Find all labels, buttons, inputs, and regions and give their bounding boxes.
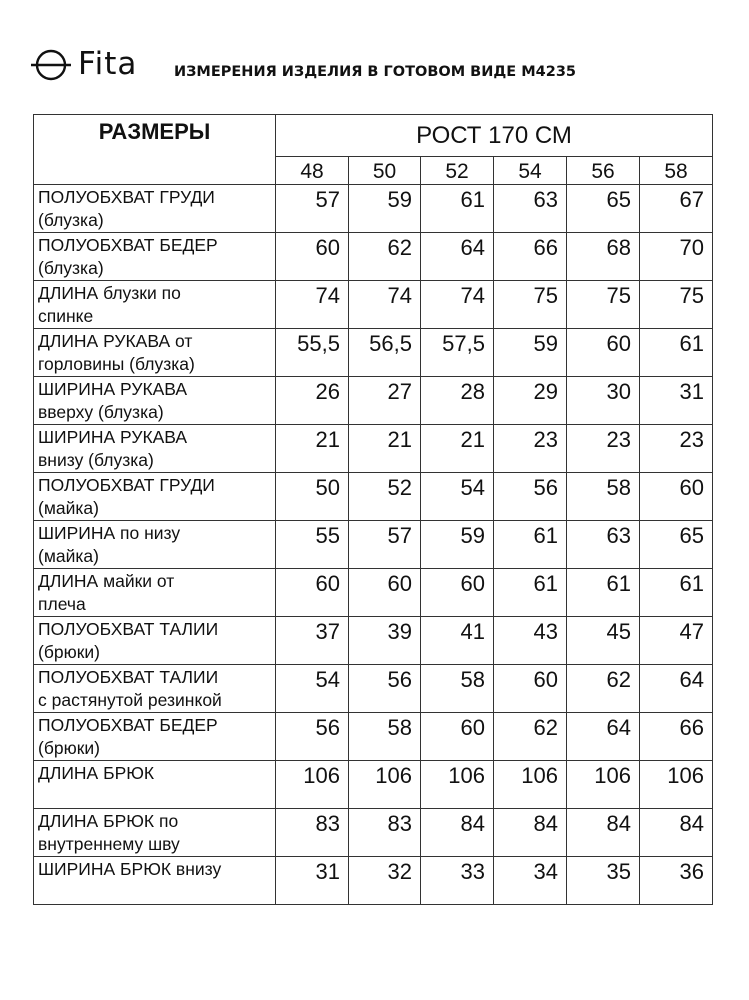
measurement-value: 60	[421, 713, 494, 761]
measurement-value: 47	[640, 617, 713, 665]
measurement-value: 61	[567, 569, 640, 617]
measurement-value: 34	[494, 857, 567, 905]
measurement-label	[34, 425, 276, 473]
measurement-value: 58	[421, 665, 494, 713]
measurement-value: 21	[276, 425, 349, 473]
measurement-label	[34, 377, 276, 425]
sizes-header: РАЗМЕРЫ	[34, 115, 276, 185]
measurement-value: 60	[421, 569, 494, 617]
measurement-value: 106	[421, 761, 494, 809]
measurement-label	[34, 809, 276, 857]
measurement-label-line: с растянутой резинкой	[38, 690, 222, 710]
size-header-cell: 48	[276, 157, 349, 185]
measurement-value: 59	[421, 521, 494, 569]
measurement-value: 61	[494, 521, 567, 569]
measurement-value: 57,5	[421, 329, 494, 377]
measurement-value: 41	[421, 617, 494, 665]
table-row	[34, 809, 713, 857]
measurement-value: 75	[494, 281, 567, 329]
measurement-value: 84	[567, 809, 640, 857]
measurement-value: 60	[276, 569, 349, 617]
measurement-value: 64	[421, 233, 494, 281]
measurement-value: 106	[349, 761, 421, 809]
measurement-value: 55	[276, 521, 349, 569]
measurement-value: 106	[494, 761, 567, 809]
measurement-value: 60	[349, 569, 421, 617]
measurement-value: 66	[640, 713, 713, 761]
size-header-cell: 54	[494, 157, 567, 185]
measurement-value: 23	[494, 425, 567, 473]
measurement-value: 56,5	[349, 329, 421, 377]
brand-name: Fita	[78, 45, 138, 82]
measurement-value: 39	[349, 617, 421, 665]
measurement-label	[34, 569, 276, 617]
table-row	[34, 185, 713, 233]
measurement-value: 35	[567, 857, 640, 905]
height-header: РОСТ 170 СМ	[276, 115, 713, 157]
measurement-label-line: ШИРИНА РУКАВА	[38, 379, 188, 399]
measurement-label-line: (майка)	[38, 546, 99, 566]
measurement-label-line: ПОЛУОБХВАТ БЕДЕР	[38, 235, 218, 255]
size-header-cell: 52	[421, 157, 494, 185]
measurement-value: 23	[640, 425, 713, 473]
measurement-value: 64	[640, 665, 713, 713]
measurement-value: 58	[349, 713, 421, 761]
measurement-value: 56	[349, 665, 421, 713]
measurement-value: 60	[640, 473, 713, 521]
measurement-value: 30	[567, 377, 640, 425]
measurement-label	[34, 329, 276, 377]
measurement-value: 57	[276, 185, 349, 233]
table-row	[34, 713, 713, 761]
measurement-label-line: спинке	[38, 306, 94, 326]
measurement-label-line: ПОЛУОБХВАТ БЕДЕР	[38, 715, 218, 735]
measurement-value: 68	[567, 233, 640, 281]
table-row	[34, 857, 713, 905]
measurement-value: 56	[276, 713, 349, 761]
measurement-label-line: (блузка)	[38, 210, 104, 230]
table-row	[34, 521, 713, 569]
measurement-value: 36	[640, 857, 713, 905]
size-header-cell: 58	[640, 157, 713, 185]
measurement-label	[34, 857, 276, 905]
measurement-value: 106	[567, 761, 640, 809]
measurement-value: 50	[276, 473, 349, 521]
measurement-label	[34, 713, 276, 761]
measurement-value: 52	[349, 473, 421, 521]
measurement-value: 61	[640, 569, 713, 617]
measurement-label-line: ШИРИНА БРЮК внизу	[38, 859, 222, 879]
measurement-value: 74	[421, 281, 494, 329]
table-row	[34, 377, 713, 425]
measurement-value: 61	[494, 569, 567, 617]
measurement-value: 60	[567, 329, 640, 377]
measurement-value: 23	[567, 425, 640, 473]
table-row	[34, 281, 713, 329]
measurement-label-line: ДЛИНА блузки по	[38, 283, 181, 303]
measurement-value: 56	[494, 473, 567, 521]
measurement-value: 37	[276, 617, 349, 665]
measurement-value: 31	[276, 857, 349, 905]
measurement-value: 29	[494, 377, 567, 425]
measurement-label-line: горловины (блузка)	[38, 354, 195, 374]
measurement-value: 84	[494, 809, 567, 857]
measurement-label-line: (майка)	[38, 498, 99, 518]
measurement-label-line: ШИРИНА РУКАВА	[38, 427, 188, 447]
measurement-value: 106	[276, 761, 349, 809]
measurement-value: 55,5	[276, 329, 349, 377]
measurement-label-line: внизу (блузка)	[38, 450, 154, 470]
size-header-cell: 50	[349, 157, 421, 185]
table-row	[34, 569, 713, 617]
measurement-value: 32	[349, 857, 421, 905]
table-row	[34, 665, 713, 713]
measurement-value: 62	[494, 713, 567, 761]
measurement-label-line: ПОЛУОБХВАТ ГРУДИ	[38, 187, 215, 207]
measurement-value: 75	[567, 281, 640, 329]
measurement-value: 83	[276, 809, 349, 857]
fita-logo-icon	[30, 44, 72, 84]
measurement-label-line: ДЛИНА майки от	[38, 571, 175, 591]
measurement-value: 67	[640, 185, 713, 233]
table-row	[34, 233, 713, 281]
measurement-value: 61	[640, 329, 713, 377]
measurement-value: 74	[276, 281, 349, 329]
measurement-value: 43	[494, 617, 567, 665]
measurement-value: 33	[421, 857, 494, 905]
measurement-value: 21	[349, 425, 421, 473]
table-body	[34, 185, 713, 905]
size-table	[33, 114, 713, 905]
measurement-label	[34, 761, 276, 809]
measurement-label-line: вверху (блузка)	[38, 402, 164, 422]
measurement-label-line: (брюки)	[38, 738, 100, 758]
measurement-label-line: (блузка)	[38, 258, 104, 278]
measurement-label	[34, 233, 276, 281]
measurement-value: 27	[349, 377, 421, 425]
measurement-label	[34, 665, 276, 713]
table-row	[34, 425, 713, 473]
table-row	[34, 473, 713, 521]
measurement-value: 60	[276, 233, 349, 281]
measurement-label-line: ШИРИНА по низу	[38, 523, 181, 543]
table-row	[34, 617, 713, 665]
measurement-label-line: ПОЛУОБХВАТ ТАЛИИ	[38, 667, 219, 687]
measurement-value: 31	[640, 377, 713, 425]
measurement-value: 45	[567, 617, 640, 665]
measurement-label-line: ПОЛУОБХВАТ ГРУДИ	[38, 475, 215, 495]
measurement-value: 64	[567, 713, 640, 761]
measurement-label-line: ДЛИНА РУКАВА от	[38, 331, 193, 351]
measurement-label	[34, 521, 276, 569]
measurement-label	[34, 185, 276, 233]
measurement-value: 106	[640, 761, 713, 809]
measurement-label-line: ДЛИНА БРЮК по	[38, 811, 179, 831]
measurement-label-line: ДЛИНА БРЮК	[38, 763, 155, 783]
measurement-value: 84	[640, 809, 713, 857]
measurement-value: 54	[421, 473, 494, 521]
measurement-value: 63	[567, 521, 640, 569]
measurement-label-line: плеча	[38, 594, 86, 614]
measurement-label-line: (брюки)	[38, 642, 100, 662]
measurement-value: 28	[421, 377, 494, 425]
measurement-value: 70	[640, 233, 713, 281]
measurement-value: 65	[567, 185, 640, 233]
size-header-cell: 56	[567, 157, 640, 185]
brand-logo	[30, 42, 137, 86]
table-row	[34, 761, 713, 809]
measurement-label	[34, 617, 276, 665]
measurement-label	[34, 281, 276, 329]
measurement-value: 75	[640, 281, 713, 329]
measurement-label-line: внутреннему шву	[38, 834, 180, 854]
measurement-label	[34, 473, 276, 521]
measurement-value: 58	[567, 473, 640, 521]
measurement-value: 59	[349, 185, 421, 233]
measurement-value: 66	[494, 233, 567, 281]
measurement-value: 60	[494, 665, 567, 713]
measurement-value: 21	[421, 425, 494, 473]
measurement-value: 57	[349, 521, 421, 569]
measurement-value: 61	[421, 185, 494, 233]
measurement-value: 84	[421, 809, 494, 857]
measurement-value: 83	[349, 809, 421, 857]
measurement-value: 65	[640, 521, 713, 569]
measurement-value: 54	[276, 665, 349, 713]
measurement-value: 74	[349, 281, 421, 329]
measurement-value: 59	[494, 329, 567, 377]
table-row	[34, 329, 713, 377]
measurement-value: 26	[276, 377, 349, 425]
measurement-label-line: ПОЛУОБХВАТ ТАЛИИ	[38, 619, 219, 639]
measurement-value: 62	[349, 233, 421, 281]
measurement-value: 62	[567, 665, 640, 713]
measurement-value: 63	[494, 185, 567, 233]
document-title: ИЗМЕРЕНИЯ ИЗДЕЛИЯ В ГОТОВОМ ВИДЕ М4235	[174, 64, 577, 80]
